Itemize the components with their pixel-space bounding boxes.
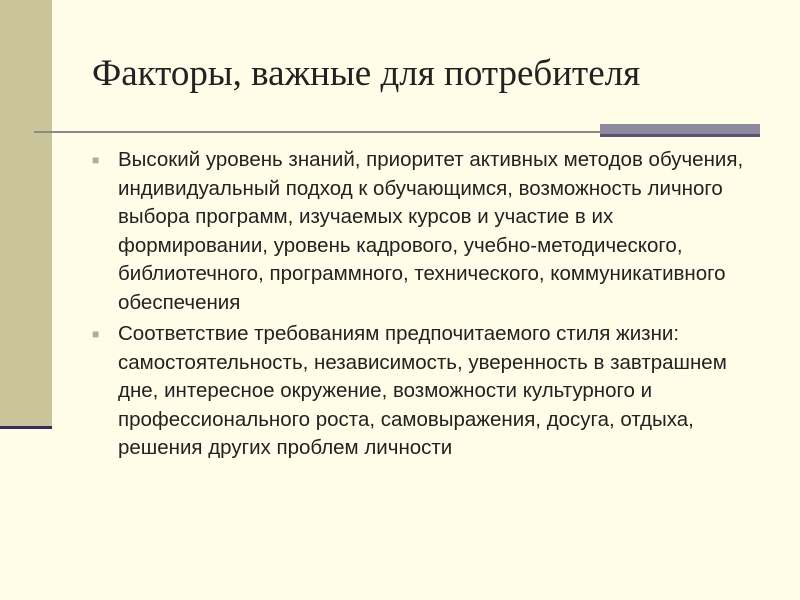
left-decorative-band: [0, 0, 52, 427]
square-bullet-icon: ■: [92, 153, 100, 167]
bullet-text: Соответствие требованиям предпочитаемого стиля жизни: самостоятельность, независимость, уверенность в завтрашнем дне, интересное окружение, возможности культурного и профессионального роста, самовыражения, досуга, отдыха, решения других проблем личности: [118, 322, 727, 459]
bullet-text: Высокий уровень знаний, приоритет активных методов обучения, индивидуальный подход к обучающимся, возможность личного выбора программ, изучаемых курсов и участие в их формировании, уровень кадрового, учебно-методического, библиотечного, программного, технического, коммуникативного обеспечения: [118, 148, 744, 314]
left-band-edge: [0, 426, 52, 429]
square-bullet-icon: ■: [92, 327, 100, 341]
title-divider-line: [34, 131, 600, 133]
slide-title: Факторы, важные для потребителя: [92, 53, 641, 94]
bullet-item: [90, 146, 750, 317]
title-accent-block-shadow: [600, 134, 760, 137]
bullet-list: [90, 146, 750, 466]
bullet-item: [90, 320, 750, 463]
